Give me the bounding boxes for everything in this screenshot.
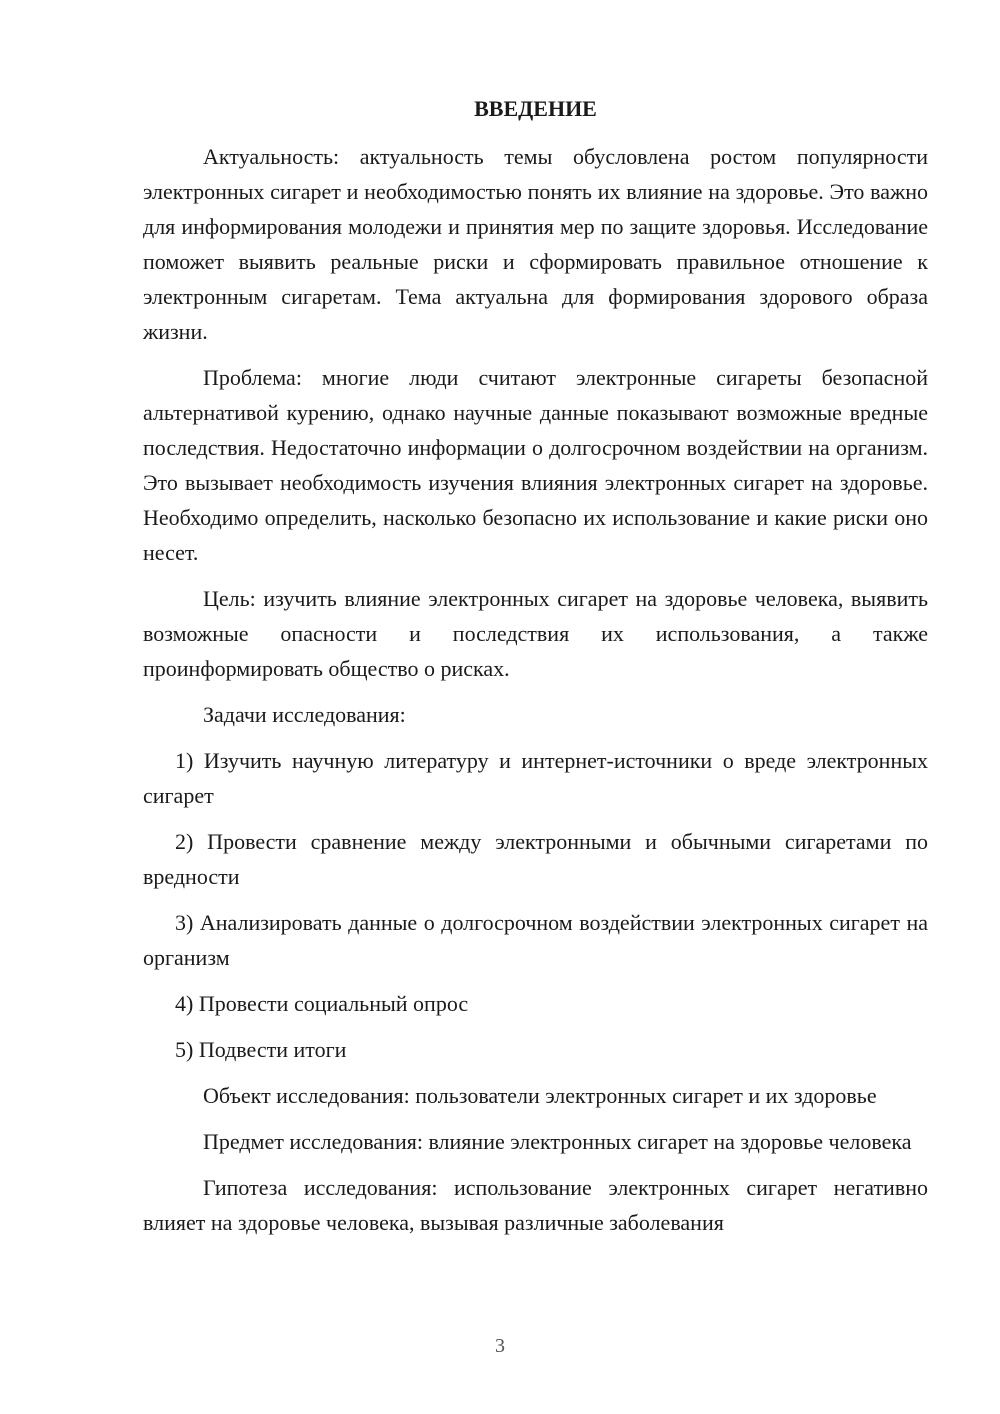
paragraph-hypothesis: Гипотеза исследования: использование электронных сигарет негативно влияет на здоровье человека, вызывая различные заболевания	[143, 1175, 928, 1235]
task-item-2: 2) Провести сравнение между электронными и обычными сигаретами по вредности	[143, 829, 928, 889]
page-number: 3	[495, 1335, 505, 1357]
document-page	[143, 90, 928, 1251]
paragraph-subject: Предмет исследования: влияние электронных сигарет на здоровье человека	[203, 1129, 912, 1154]
paragraph-object: Объект исследования: пользователи электронных сигарет и их здоровье	[203, 1083, 877, 1108]
paragraph-problem: Проблема: многие люди считают электронные сигареты безопасной альтернативой курению, однако научные данные показывают возможные вредные последствия. Недостаточно информации о долгосрочном воздействии на организм. Это вызывает необходимость изучения влияния электронных сигарет на здоровье. Необходимо определить, насколько безопасно их использование и какие риски оно несет.	[143, 365, 928, 565]
paragraph-goal: Цель: изучить влияние электронных сигарет на здоровье человека, выявить возможные опасности и последствия их использования, а также проинформировать общество о рисках.	[143, 586, 928, 681]
task-item-1: 1) Изучить научную литературу и интернет-источники о вреде электронных сигарет	[143, 748, 928, 808]
task-item-5: 5) Подвести итоги	[175, 1037, 347, 1062]
section-title: ВВЕДЕНИЕ	[474, 96, 597, 121]
paragraph-tasks-heading: Задачи исследования:	[203, 702, 406, 727]
paragraph-relevance: Актуальность: актуальность темы обусловлена ростом популярности электронных сигарет и необходимостью понять их влияние на здоровье. Это важно для информирования молодежи и принятия мер по защите здоровья. Исследование поможет выявить реальные риски и сформировать правильное отношение к электронным сигаретам. Тема актуальна для формирования здорового образа жизни.	[143, 144, 928, 344]
task-item-4: 4) Провести социальный опрос	[175, 991, 469, 1016]
task-item-3: 3) Анализировать данные о долгосрочном воздействии электронных сигарет на организм	[143, 910, 928, 970]
